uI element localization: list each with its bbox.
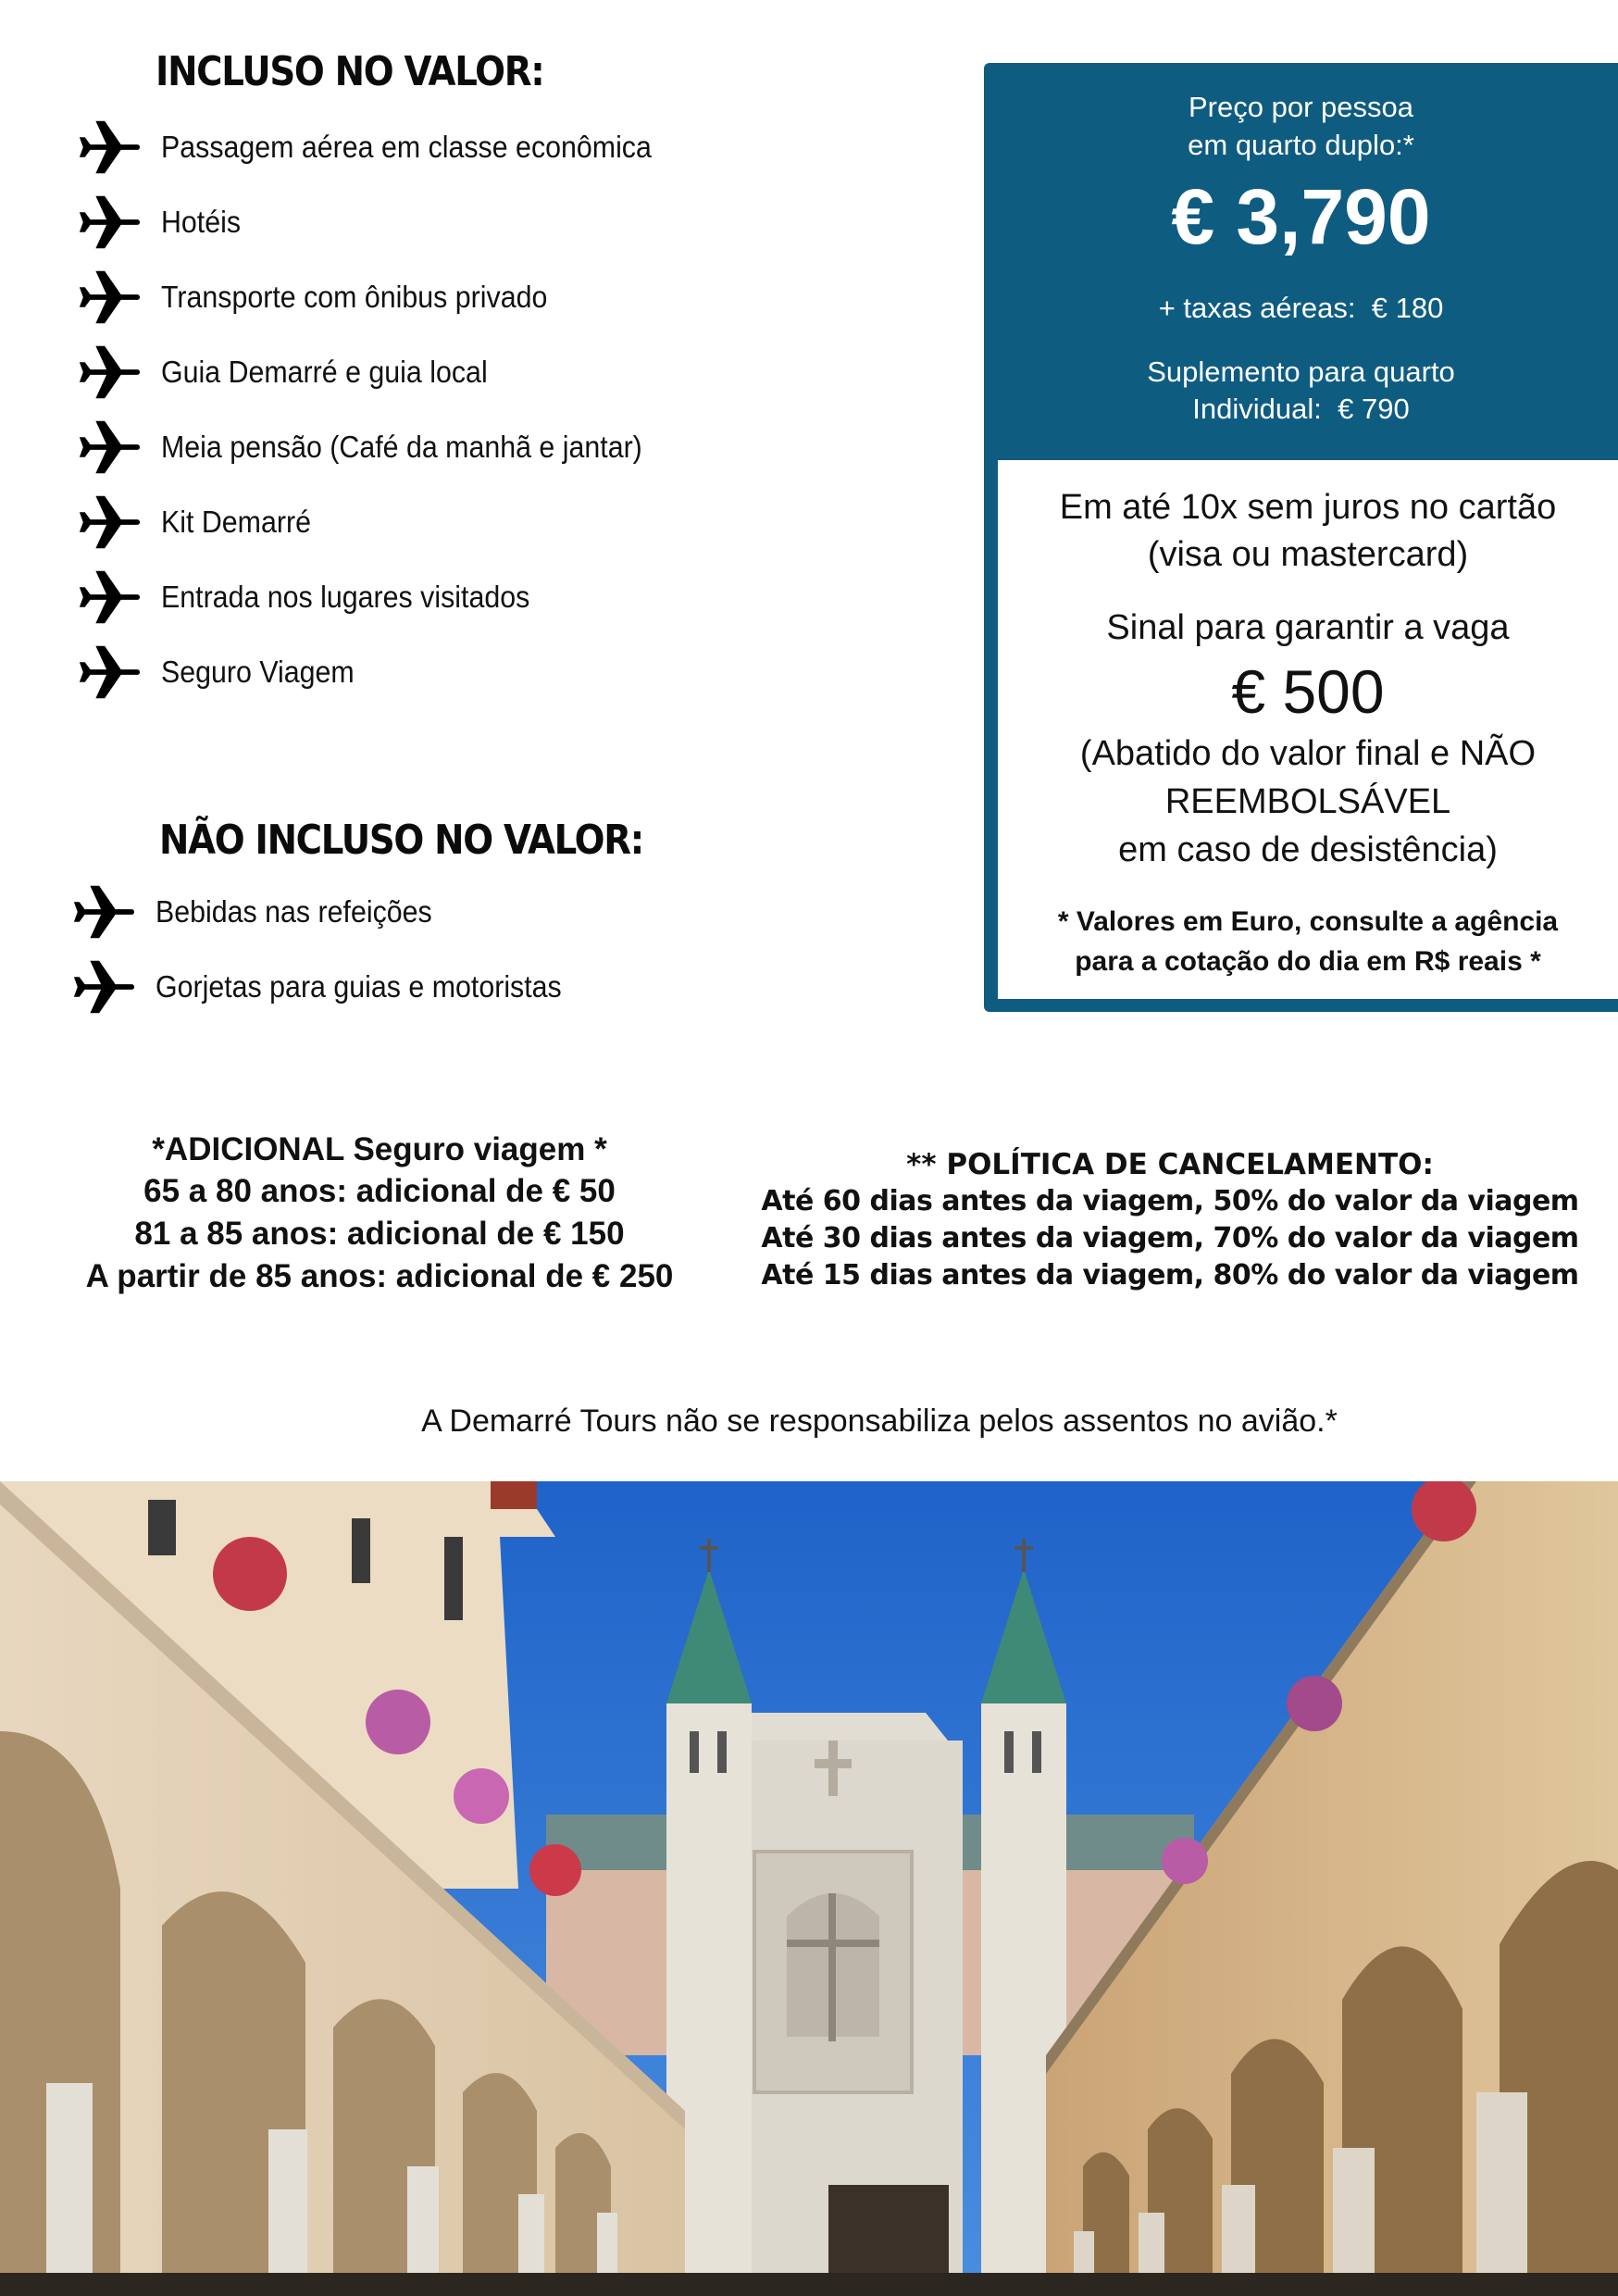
airplane-icon: [76, 270, 141, 324]
included-item-label: Guia Demarré e guia local: [161, 355, 488, 389]
included-item: [76, 195, 248, 249]
not-included-heading: NÃO INCLUSO NO VALOR:: [159, 817, 643, 864]
currency-footnote-line2: para a cotação do dia em R$ reais *: [1075, 946, 1541, 977]
airplane-icon: [76, 570, 141, 624]
airplane-icon: [76, 120, 141, 174]
included-item: [76, 420, 684, 474]
price-box: [984, 63, 1618, 1012]
included-list: [76, 120, 909, 722]
deposit-note-line1: (Abatido do valor final e NÃO: [1079, 734, 1537, 773]
deposit-label: Sinal para garantir a vaga: [1106, 608, 1510, 647]
included-item-label: Passagem aérea em classe econômica: [161, 130, 652, 164]
included-item-label: Hotéis: [161, 205, 242, 239]
cancellation-title: ** POLÍTICA DE CANCELAMENTO:: [906, 1148, 1434, 1181]
cancellation-line: Até 15 dias antes da viagem, 80% do valor da viagem: [761, 1259, 1579, 1292]
included-item-label: Transporte com ônibus privado: [161, 280, 548, 314]
price-value: € 3,790: [1171, 173, 1431, 260]
cancellation-line: Até 30 dias antes da viagem, 70% do valor da viagem: [761, 1222, 1579, 1254]
insurance-line: 81 a 85 anos: adicional de € 150: [134, 1216, 625, 1252]
price-label-line2: em quarto duplo:*: [1188, 129, 1414, 161]
installments-line2: (visa ou mastercard): [1147, 535, 1469, 574]
not-included-list: [70, 885, 903, 1024]
cancellation-section: [722, 1148, 1618, 1305]
not-included-item: [70, 885, 456, 939]
included-item-label: Meia pensão (Café da manhã e jantar): [161, 430, 642, 464]
deposit-note-line2: REEMBOLSÁVEL: [1164, 782, 1451, 821]
included-item: [76, 645, 371, 699]
not-included-item: [70, 960, 597, 1014]
not-included-item-label: Gorjetas para guias e motoristas: [156, 969, 562, 1004]
included-item: [76, 120, 694, 174]
included-item: [76, 270, 581, 324]
payment-info-panel: [998, 460, 1618, 999]
included-item: [76, 495, 324, 549]
included-item: [76, 570, 562, 624]
seat-disclaimer: A Demarré Tours não se responsabiliza pelos assentos no avião.*: [421, 1404, 1338, 1439]
air-taxes: + taxas aéreas: € 180: [1158, 292, 1444, 324]
deposit-note-line3: em caso de desistência): [1118, 830, 1498, 869]
included-item-label: Seguro Viagem: [161, 655, 355, 689]
not-included-item-label: Bebidas nas refeições: [156, 894, 432, 929]
single-supplement-line1: Suplemento para quarto: [1147, 356, 1455, 388]
crowd: [0, 2273, 1618, 2296]
airplane-icon: [70, 960, 135, 1014]
included-item-label: Entrada nos lugares visitados: [161, 580, 530, 614]
airplane-icon: [76, 345, 141, 399]
airplane-icon: [76, 195, 141, 249]
airplane-icon: [76, 645, 141, 699]
price-label-line1: Preço por pessoa: [1189, 91, 1413, 123]
included-heading: INCLUSO NO VALOR:: [156, 48, 544, 95]
insurance-section: [37, 1131, 722, 1307]
basilica-courtyard-photo: [0, 1481, 1618, 2296]
airplane-icon: [76, 495, 141, 549]
included-item-label: Kit Demarré: [161, 505, 311, 539]
single-supplement-line2: Individual: € 790: [1192, 393, 1410, 425]
airplane-icon: [70, 885, 135, 939]
insurance-line: A partir de 85 anos: adicional de € 250: [85, 1258, 674, 1294]
airplane-icon: [76, 420, 141, 474]
installments-line1: Em até 10x sem juros no cartão: [1059, 488, 1557, 527]
insurance-title: *ADICIONAL Seguro viagem *: [152, 1131, 607, 1167]
included-item: [76, 345, 516, 399]
deposit-value: € 500: [1231, 657, 1385, 726]
insurance-line: 65 a 80 anos: adicional de € 50: [143, 1173, 616, 1209]
currency-footnote-line1: * Valores em Euro, consulte a agência: [1057, 906, 1559, 937]
cancellation-line: Até 60 dias antes da viagem, 50% do valor da viagem: [761, 1185, 1579, 1217]
